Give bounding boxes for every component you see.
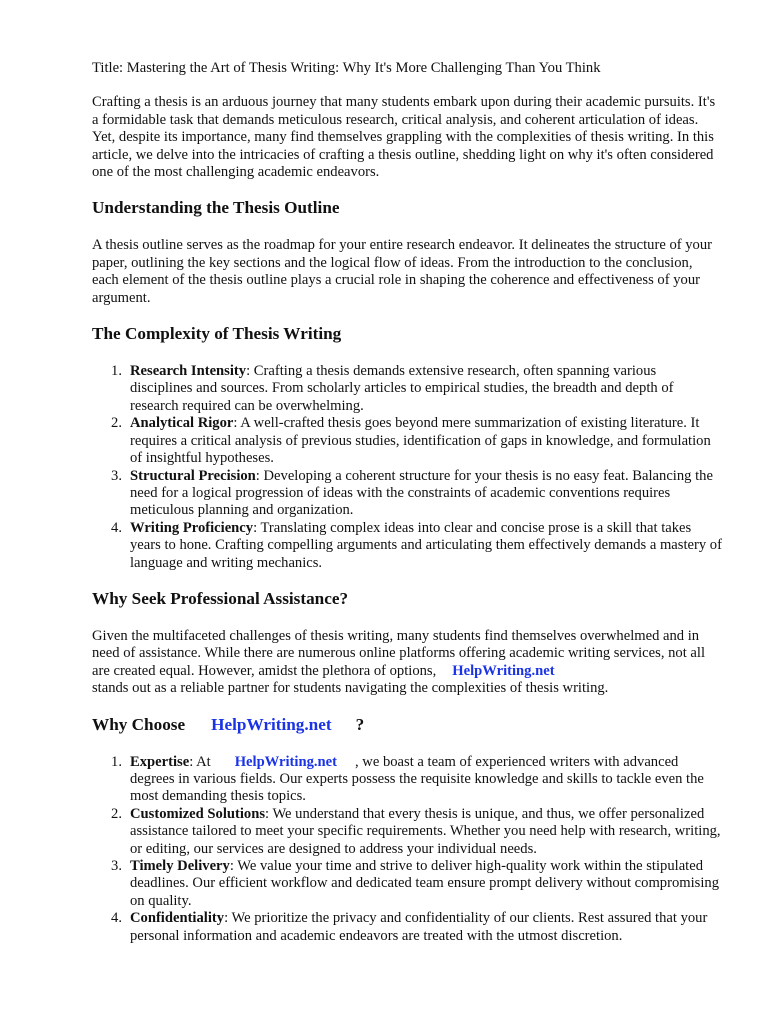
complexity-list xyxy=(92,363,722,572)
list-text: , we boast a team of experienced writers with advanced degrees in various fields. Our experts possess the requisite knowledge and skills to tackle even the most demanding thesis topics. xyxy=(130,753,704,805)
list-item xyxy=(92,754,722,806)
list-term: Writing Proficiency xyxy=(130,519,254,536)
list-number: 2. xyxy=(111,415,122,432)
list-number: 4. xyxy=(111,910,122,927)
assistance-text-before: Given the multifaceted challenges of thesis writing, many students find themselves overwhelmed and in need of assistance. While there are numerous online platforms offering academic writing services, not all are created equal. However, amidst the plethora of options, xyxy=(92,627,705,679)
list-number: 1. xyxy=(111,753,122,770)
helpwriting-item-link[interactable]: HelpWriting.net xyxy=(234,753,337,770)
section-heading-why-choose xyxy=(92,715,722,735)
why-choose-suffix: ? xyxy=(355,714,365,734)
list-item xyxy=(92,468,722,520)
helpwriting-heading-link[interactable]: HelpWriting.net xyxy=(211,714,332,734)
list-number: 3. xyxy=(111,467,122,484)
list-text: : We understand that every thesis is unique, and thus, we offer personalized assistance tailored to meet your specific requirements. Whether you need help with research, writing, or editing, our services are designed to address your individual needs. xyxy=(130,805,721,857)
section-heading-assistance: Why Seek Professional Assistance? xyxy=(92,588,349,608)
list-number: 2. xyxy=(111,805,122,822)
helpwriting-link[interactable]: HelpWriting.net xyxy=(452,662,555,679)
list-term: Analytical Rigor xyxy=(130,415,234,432)
list-text: : Developing a coherent structure for your thesis is no easy feat. Balancing the need for a logical progression of ideas with the constraints of academic conventions requires meticulous planning and organization. xyxy=(130,467,713,519)
intro-paragraph: Crafting a thesis is an arduous journey that many students embark upon during their academic pursuits. It's a formidable task that demands meticulous research, critical analysis, and coherent articulation of ideas. Yet, despite its importance, many find themselves grappling with the complexities of thesis writing. In this article, we delve into the intricacies of crafting a thesis outline, shedding light on why it's often considered one of the most challenging academic endeavors. xyxy=(92,94,716,181)
list-text: : Crafting a thesis demands extensive research, often spanning various disciplines and sources. From scholarly articles to empirical studies, the breadth and depth of research required can be overwhelming. xyxy=(130,363,674,414)
list-item xyxy=(92,520,722,572)
why-choose-list xyxy=(92,754,722,945)
list-term: Timely Delivery xyxy=(130,858,230,874)
list-term: Expertise xyxy=(130,753,190,770)
list-text: : We prioritize the privacy and confidentiality of our clients. Rest assured that your personal information and academic endeavors are treated with the utmost discretion. xyxy=(130,910,708,944)
list-item xyxy=(92,806,722,858)
section-heading-outline: Understanding the Thesis Outline xyxy=(92,198,340,218)
list-term: Research Intensity xyxy=(130,363,247,380)
document-title: Title: Mastering the Art of Thesis Writing: Why It's More Challenging Than You Think xyxy=(92,60,601,76)
list-item xyxy=(92,858,722,910)
document-page xyxy=(92,60,722,962)
list-number: 4. xyxy=(111,519,122,536)
list-item xyxy=(92,910,722,945)
why-choose-prefix: Why Choose xyxy=(92,714,186,734)
assistance-paragraph xyxy=(92,628,722,698)
section-heading-complexity: The Complexity of Thesis Writing xyxy=(92,324,342,344)
outline-paragraph: A thesis outline serves as the roadmap for your entire research endeavor. It delineates the structure of your paper, outlining the key sections and the logical flow of ideas. From the introduction to the conclusion, each element of the thesis outline plays a crucial role in shaping the coherence and effectiveness of your argument. xyxy=(92,237,713,306)
list-text: : Translating complex ideas into clear and concise prose is a skill that takes years to hone. Crafting compelling arguments and articulating them effectively demands a mastery of language and writing mechanics. xyxy=(130,519,722,571)
list-number: 3. xyxy=(111,858,122,874)
list-item xyxy=(92,415,722,467)
list-item xyxy=(92,363,722,415)
list-term: Customized Solutions xyxy=(130,805,266,822)
list-text-pre: : At xyxy=(189,753,211,770)
list-term: Confidentiality xyxy=(130,910,225,927)
assistance-text-after: stands out as a reliable partner for students navigating the complexities of thesis writing. xyxy=(92,680,609,697)
list-text: : We value your time and strive to deliver high-quality work within the stipulated deadlines. Our efficient workflow and dedicated team ensure prompt delivery without compromising on quality. xyxy=(130,858,719,909)
list-number: 1. xyxy=(111,363,122,380)
list-text: : A well-crafted thesis goes beyond mere summarization of existing literature. It requires a critical analysis of previous studies, identification of gaps in knowledge, and formulation of insightful hypotheses. xyxy=(130,415,711,467)
list-term: Structural Precision xyxy=(130,467,256,484)
